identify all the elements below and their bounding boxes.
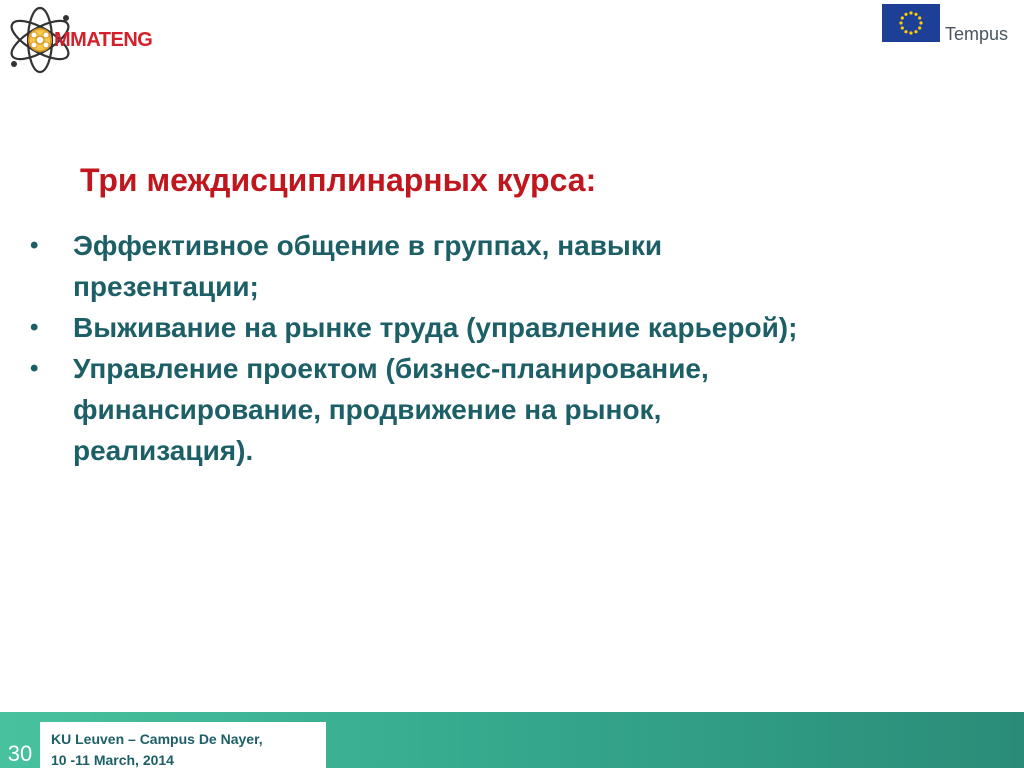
footer-caption xyxy=(40,722,326,768)
tempus-logo-text: Tempus xyxy=(945,24,1009,44)
bullet-line: Управление проектом (бизнес-планирование, xyxy=(73,353,709,384)
page-number: 30 xyxy=(7,741,33,766)
bullet-marker: • xyxy=(30,232,39,259)
bullet-line: Эффективное общение в группах, навыки xyxy=(73,230,663,261)
footer-date: 10 -11 March, 2014 xyxy=(51,752,174,768)
bullet-marker: • xyxy=(30,314,39,341)
mmateng-logo xyxy=(4,4,184,72)
bullet-line: презентации; xyxy=(73,271,259,302)
bullet-line: реализация). xyxy=(73,435,254,466)
mmateng-logo-text: MMATENG xyxy=(54,29,153,51)
eu-flag-icon xyxy=(882,4,940,42)
bullet-item xyxy=(30,225,990,307)
bullet-line: Выживание на рынке труда (управление карьерой); xyxy=(73,312,798,343)
bullet-list xyxy=(30,225,990,471)
bullet-line: финансирование, продвижение на рынок, xyxy=(73,394,662,425)
slide-title: Три междисциплинарных курса: xyxy=(80,162,597,198)
footer-location: KU Leuven – Campus De Nayer, xyxy=(51,731,263,747)
tempus-logo xyxy=(882,4,1018,44)
bullet-item xyxy=(30,307,990,348)
bullet-item xyxy=(30,348,990,471)
bullet-marker: • xyxy=(30,355,39,382)
